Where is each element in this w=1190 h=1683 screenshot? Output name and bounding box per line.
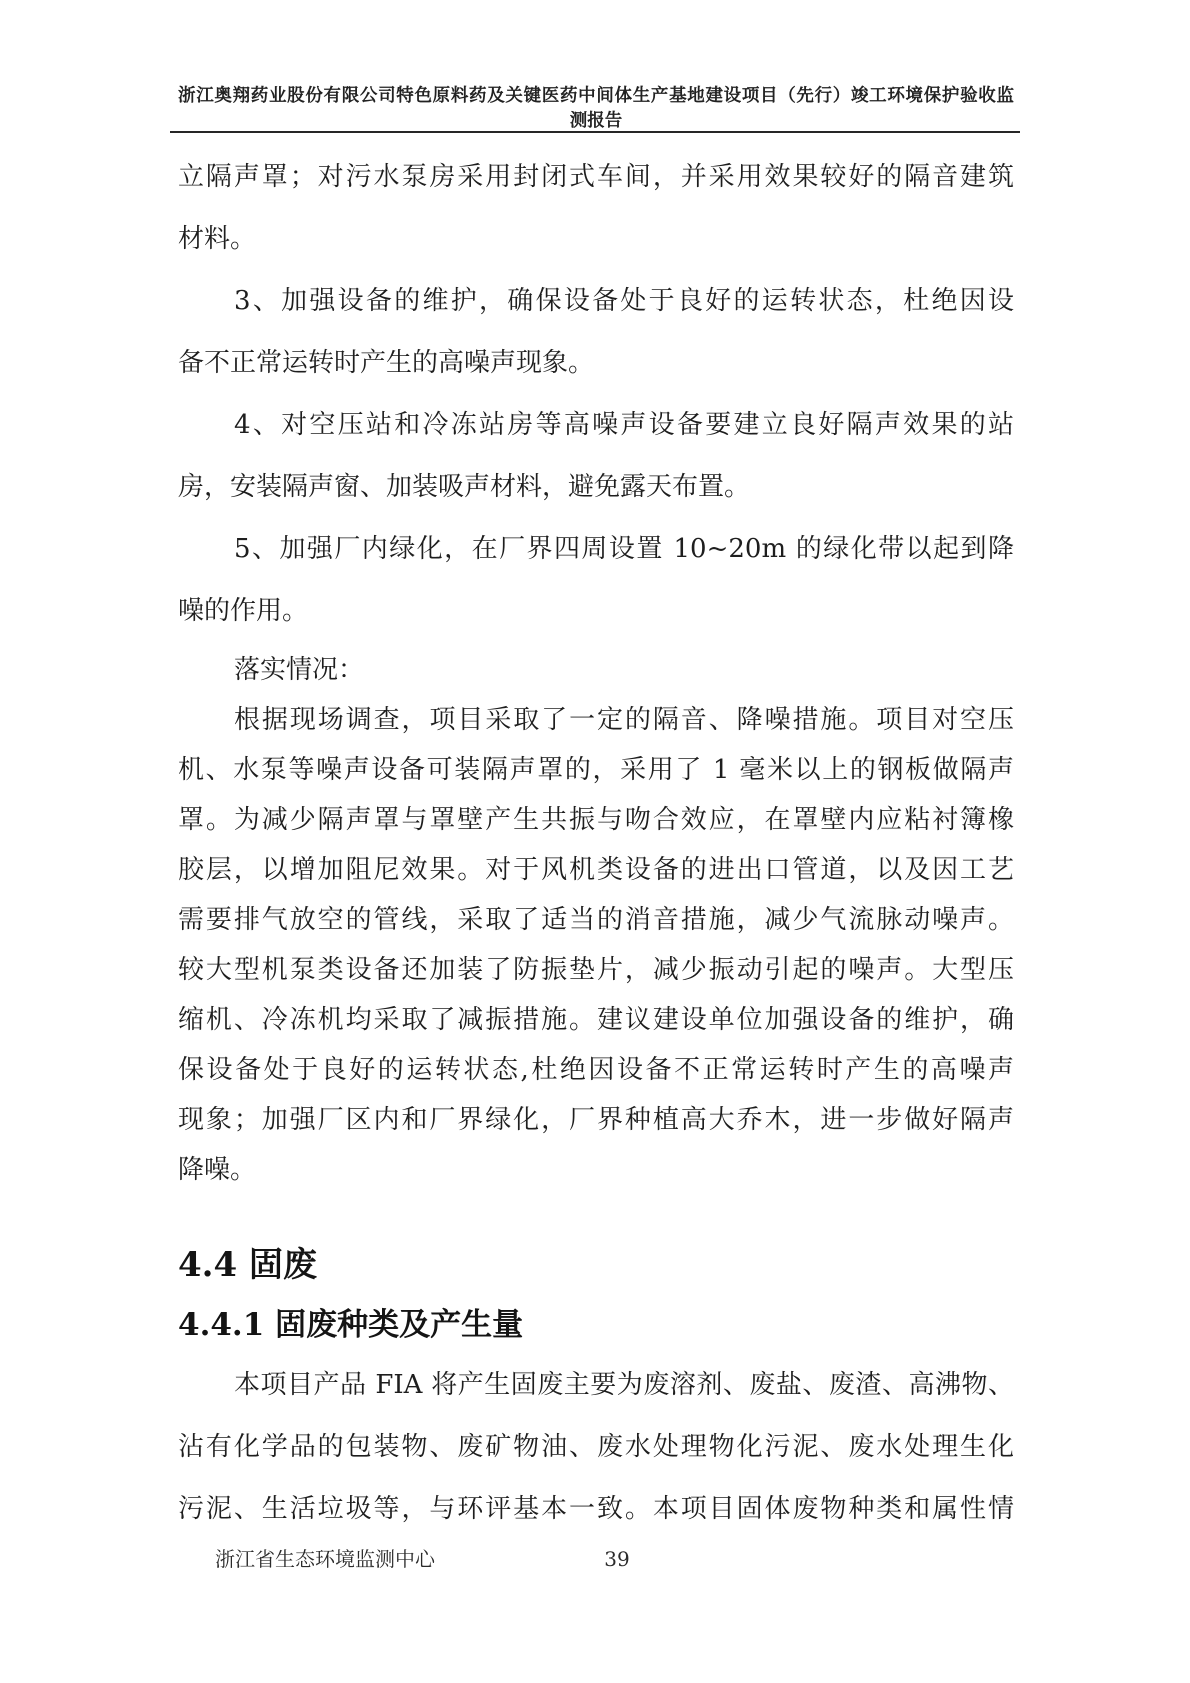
text-line: 较大型机泵类设备还加装了防振垫片，减少振动引起的噪声。大型压	[178, 955, 1014, 985]
text-line: 5、加强厂内绿化，在厂界四周设置 10~20m 的绿化带以起到降	[234, 534, 1014, 564]
text-line: 保设备处于良好的运转状态,杜绝因设备不正常运转时产生的高噪声	[178, 1055, 1014, 1085]
text-line: 4、对空压站和冷冻站房等高噪声设备要建立良好隔声效果的站	[234, 410, 1014, 440]
page-body	[178, 146, 1014, 1540]
subsection-heading-4-4-1: 4.4.1 固废种类及产生量	[178, 1307, 524, 1343]
header-title-line1: 浙江奥翔药业股份有限公司特色原料药及关键医药中间体生产基地建设项目（先行）竣工环境保护验收监	[178, 86, 1014, 106]
header-title-line2: 测报告	[569, 111, 623, 131]
page-footer	[0, 1546, 1190, 1572]
text-line: 现象；加强厂区内和厂界绿化，厂界种植高大乔木，进一步做好隔声	[178, 1105, 1014, 1135]
page-header	[178, 84, 1014, 134]
header-rule	[170, 131, 1020, 133]
text-line: 本项目产品 FIA 将产生固废主要为废溶剂、废盐、废渣、高沸物、	[234, 1370, 1014, 1400]
text-line: 降噪。	[178, 1155, 257, 1185]
text-line: 沾有化学品的包装物、废矿物油、废水处理物化污泥、废水处理生化	[178, 1432, 1014, 1462]
text-line: 落实情况：	[234, 655, 365, 685]
section-heading-4-4: 4.4 固废	[178, 1245, 317, 1285]
text-line: 房，安装隔声窗、加装吸声材料，避免露天布置。	[178, 472, 751, 502]
text-line: 机、水泵等噪声设备可装隔声罩的，采用了 1 毫米以上的钢板做隔声	[178, 755, 1014, 785]
text-line: 备不正常运转时产生的高噪声现象。	[178, 348, 595, 378]
solid-waste-paragraph	[178, 1354, 1014, 1540]
footer-page-number: 39	[604, 1547, 630, 1571]
text-line: 材料。	[178, 224, 257, 254]
text-line: 根据现场调查，项目采取了一定的隔音、降噪措施。项目对空压	[234, 705, 1014, 735]
text-line: 需要排气放空的管线，采取了适当的消音措施，减少气流脉动噪声。	[178, 905, 1014, 935]
text-line: 噪的作用。	[178, 596, 309, 626]
footer-organization: 浙江省生态环境监测中心	[215, 1547, 435, 1571]
text-line: 3、加强设备的维护，确保设备处于良好的运转状态，杜绝因设	[234, 286, 1014, 316]
implementation-paragraph	[178, 645, 1014, 1195]
text-line: 胶层，以增加阻尼效果。对于风机类设备的进出口管道，以及因工艺	[178, 855, 1014, 885]
text-line: 罩。为减少隔声罩与罩壁产生共振与吻合效应，在罩壁内应粘衬簿橡	[178, 805, 1014, 835]
text-line: 立隔声罩；对污水泵房采用封闭式车间，并采用效果较好的隔音建筑	[178, 162, 1014, 192]
text-line: 缩机、冷冻机均采取了减振措施。建议建设单位加强设备的维护，确	[178, 1005, 1014, 1035]
noise-measures-paragraph	[178, 146, 1014, 642]
text-line: 污泥、生活垃圾等，与环评基本一致。本项目固体废物种类和属性情	[178, 1494, 1014, 1524]
